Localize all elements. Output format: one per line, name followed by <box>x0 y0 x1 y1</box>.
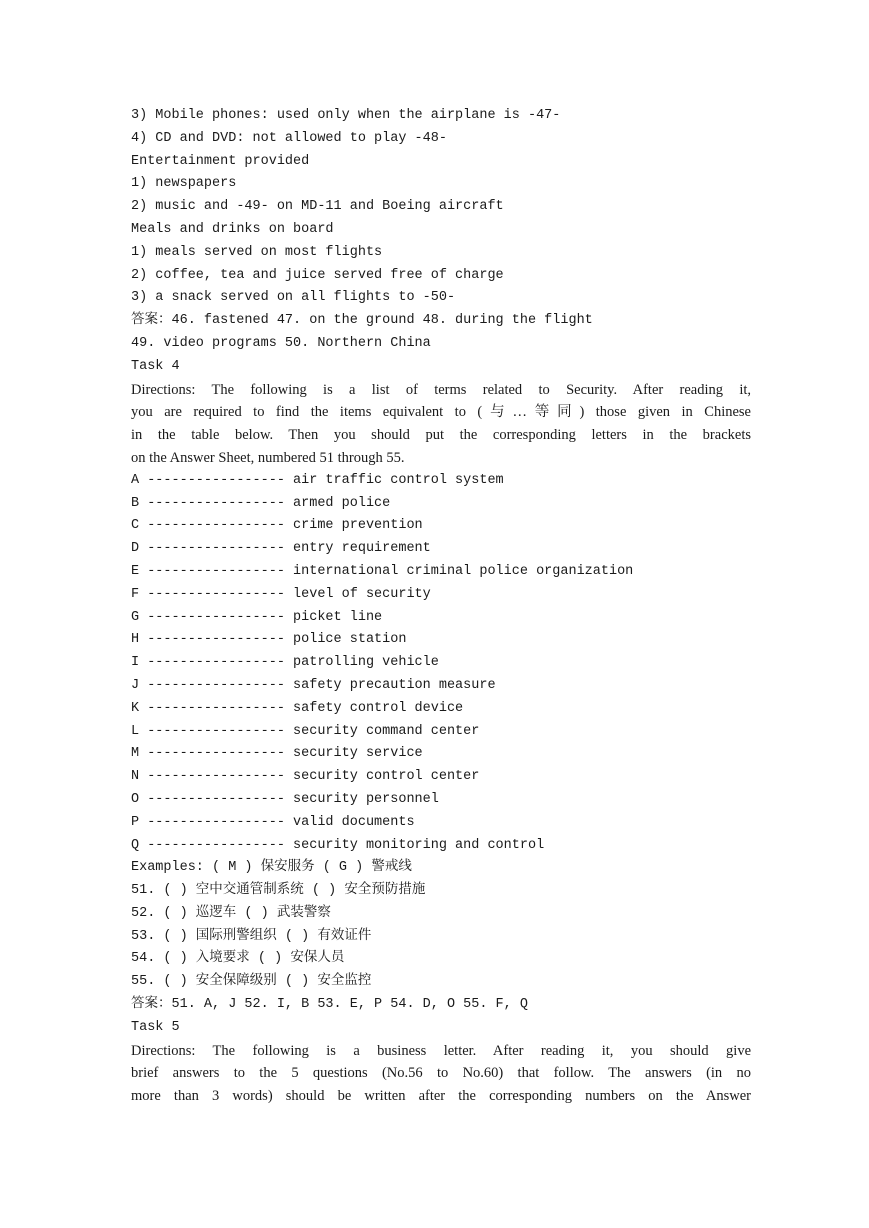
block-exercises <box>131 857 751 1039</box>
text-line: 1) newspapers <box>131 176 237 192</box>
text-line: 1) meals served on most flights <box>131 244 383 260</box>
directions-line: Directions: The following is a list of terms related to Security. After reading it, <box>131 381 751 398</box>
task-heading: Task 4 <box>131 358 180 374</box>
question-line: 52. ( ) 巡逻车 ( ) 武装警察 <box>131 905 331 921</box>
term-item: A ----------------- air traffic control system <box>131 472 504 488</box>
term-item: J ----------------- safety precaution measure <box>131 677 496 693</box>
text-line: 4) CD and DVD: not allowed to play -48- <box>131 130 447 146</box>
term-item: Q ----------------- security monitoring and control <box>131 837 545 853</box>
terms-list <box>131 470 751 858</box>
term-item: K ----------------- safety control device <box>131 700 464 716</box>
answer-line: 答案：51. A, J 52. I, B 53. E, P 54. D, O 55. F, Q <box>131 997 528 1013</box>
term-item: G ----------------- picket line <box>131 609 383 625</box>
term-item: I ----------------- patrolling vehicle <box>131 655 439 671</box>
term-item: O ----------------- security personnel <box>131 791 439 807</box>
text-line: 2) coffee, tea and juice served free of charge <box>131 267 504 283</box>
task-heading: Task 5 <box>131 1019 180 1035</box>
term-item: D ----------------- entry requirement <box>131 541 431 557</box>
answer-line: 49. video programs 50. Northern China <box>131 335 431 351</box>
term-item: F ----------------- level of security <box>131 586 431 602</box>
question-line: 51. ( ) 空中交通管制系统 ( ) 安全预防措施 <box>131 883 426 899</box>
term-item: N ----------------- security control center <box>131 769 480 785</box>
document-page <box>131 105 751 1108</box>
directions-line: you are required to find the items equivalent to (与…等同) those given in Chinese <box>131 404 751 421</box>
example-line: Examples: ( M ) 保安服务 ( G ) 警戒线 <box>131 860 412 876</box>
term-item: M ----------------- security service <box>131 746 423 762</box>
term-item: C ----------------- crime prevention <box>131 518 423 534</box>
task4-directions <box>131 379 751 470</box>
directions-line: in the table below. Then you should put the corresponding letters in the brackets <box>131 427 751 444</box>
task5-directions <box>131 1040 751 1108</box>
text-line: Meals and drinks on board <box>131 221 334 237</box>
question-line: 54. ( ) 入境要求 ( ) 安保人员 <box>131 951 345 967</box>
term-item: E ----------------- international criminal police organization <box>131 563 634 579</box>
text-line: 2) music and -49- on MD-11 and Boeing aircraft <box>131 199 504 215</box>
term-item: L ----------------- security command center <box>131 723 480 739</box>
block-flight-notes <box>131 105 751 379</box>
term-item: P ----------------- valid documents <box>131 814 415 830</box>
directions-line: brief answers to the 5 questions (No.56 to No.60) that follow. The answers (in no <box>131 1065 751 1082</box>
text-line: 3) Mobile phones: used only when the airplane is -47- <box>131 108 561 123</box>
answer-line: 答案：46. fastened 47. on the ground 48. during the flight <box>131 313 593 329</box>
question-line: 53. ( ) 国际刑警组织 ( ) 有效证件 <box>131 928 372 944</box>
term-item: B ----------------- armed police <box>131 495 391 511</box>
directions-line: more than 3 words) should be written after the corresponding numbers on the Answer <box>131 1088 751 1105</box>
text-line: Entertainment provided <box>131 153 310 169</box>
question-line: 55. ( ) 安全保障级别 ( ) 安全监控 <box>131 974 372 990</box>
term-item: H ----------------- police station <box>131 632 407 648</box>
text-line: 3) a snack served on all flights to -50- <box>131 290 456 306</box>
directions-line: Directions: The following is a business letter. After reading it, you should give <box>131 1042 751 1059</box>
directions-line: on the Answer Sheet, numbered 51 through 55. <box>131 449 405 466</box>
